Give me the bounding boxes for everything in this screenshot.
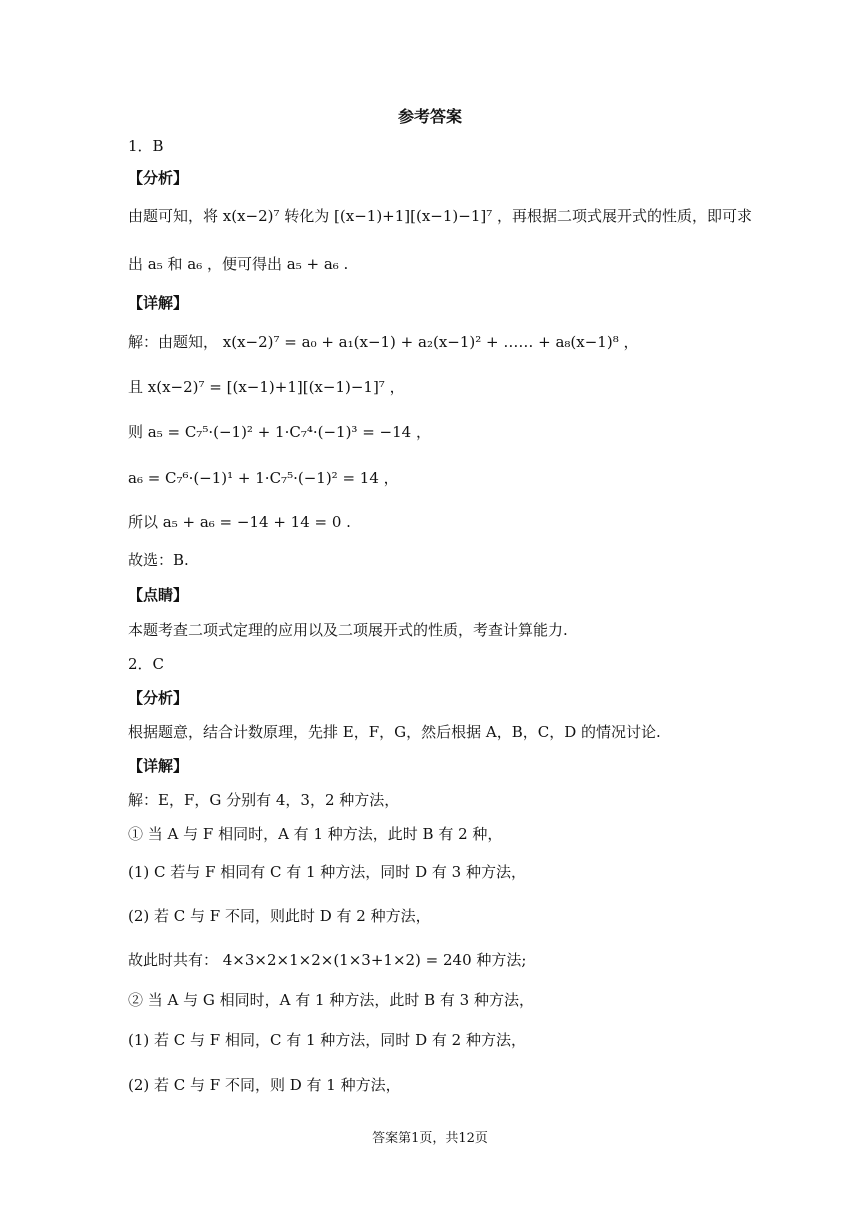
q2-analysis: 根据题意，结合计数原理，先排 E，F，G，然后根据 A，B，C，D 的情况讨论. <box>128 723 661 741</box>
q2-line5: 故此时共有： 4×3×2×1×2×(1×3+1×2) = 240 种方法; <box>128 951 527 969</box>
q1-detail-line2: 且 x(x−2)⁷ = [(x−1)+1][(x−1)−1]⁷ ， <box>128 378 405 396</box>
q1-analysis-heading: 【分析】 <box>128 169 189 187</box>
q2-line1: 解：E，F，G 分别有 4，3，2 种方法， <box>128 791 400 809</box>
q2-line4: (2) 若 C 与 F 不同，则此时 D 有 2 种方法， <box>128 907 431 925</box>
q2-line2: ① 当 A 与 F 相同时，A 有 1 种方法，此时 B 有 2 种， <box>128 825 503 843</box>
q1-detail-line1: 解：由题知， x(x−2)⁷ = a₀ + a₁(x−1) + a₂(x−1)² + …… + a₈(x−1)⁸ ， <box>128 333 639 351</box>
q1-answer: 故选：B. <box>128 551 189 569</box>
q1-comment-heading: 【点睛】 <box>128 586 189 604</box>
q2-detail-heading: 【详解】 <box>128 757 189 775</box>
q2-number: 2．C <box>128 655 165 673</box>
q1-detail-heading: 【详解】 <box>128 294 189 312</box>
page-title: 参考答案 <box>397 107 462 126</box>
q2-line6: ② 当 A 与 G 相同时，A 有 1 种方法，此时 B 有 3 种方法， <box>128 991 534 1009</box>
q1-analysis-line1: 由题可知，将 x(x−2)⁷ 转化为 [(x−1)+1][(x−1)−1]⁷ ，再根据二项式展开式的性质，即可求 <box>128 207 753 225</box>
q1-number: 1．B <box>128 137 164 155</box>
page-footer: 答案第1页，共12页 <box>372 1131 488 1146</box>
q1-comment: 本题考查二项式定理的应用以及二项展开式的性质，考查计算能力. <box>128 621 568 639</box>
q1-detail-line3: 则 a₅ = C₇⁵·(−1)² + 1·C₇⁴·(−1)³ = −14 ， <box>128 423 431 441</box>
q1-detail-line5: 所以 a₅ + a₆ = −14 + 14 = 0 . <box>128 513 351 531</box>
q2-line3: (1) C 若与 F 相同有 C 有 1 种方法，同时 D 有 3 种方法， <box>128 863 526 881</box>
q1-analysis-line2: 出 a₅ 和 a₆ ，便可得出 a₅ + a₆ . <box>128 255 349 273</box>
q2-line8: (2) 若 C 与 F 不同，则 D 有 1 种方法， <box>128 1076 401 1094</box>
q1-detail-line4: a₆ = C₇⁶·(−1)¹ + 1·C₇⁵·(−1)² = 14 ， <box>128 469 399 487</box>
q2-line7: (1) 若 C 与 F 相同，C 有 1 种方法，同时 D 有 2 种方法， <box>128 1031 526 1049</box>
q2-analysis-heading: 【分析】 <box>128 689 189 707</box>
